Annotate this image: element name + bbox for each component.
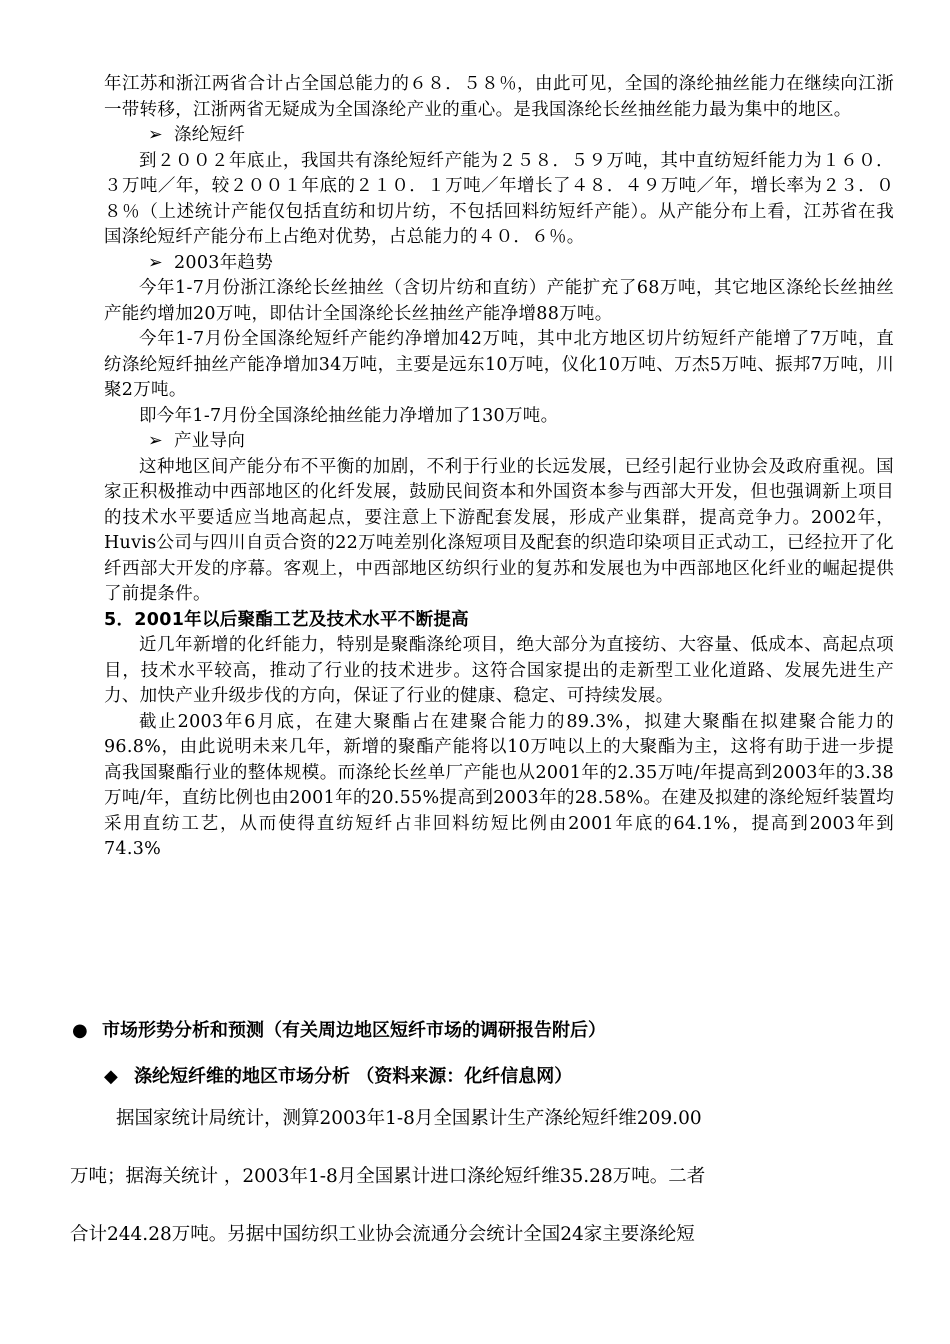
statistics-line: 合计244.28万吨。另据中国纺织工业协会流通分会统计全国24家主要涤纶短	[70, 1224, 695, 1245]
intro-paragraph: 年江苏和浙江两省合计占全国总能力的６８．５８％，由此可见，全国的涤纶抽丝能力在继续向江浙一带转移，江浙两省无疑成为全国涤纶产业的重心。是我国涤纶长丝抽丝能力最为集中的地区。	[104, 74, 894, 120]
diamond-bullet-icon: ◆	[104, 1066, 118, 1087]
upper-text-block	[104, 72, 894, 863]
trend-paragraph-staple: 今年1-7月份全国涤纶短纤产能约净增加42万吨，其中北方地区切片纺短纤产能增了7万吨，直纺涤纶短纤抽丝产能净增加34万吨，主要是远东10万吨，仪化10万吨、万杰5万吨、振邦7万吨，川聚2万吨。	[104, 329, 894, 400]
trend-paragraph-total: 即今年1-7月份全国涤纶抽丝能力净增加了130万吨。	[139, 405, 559, 426]
subsection-polyester-staple	[104, 123, 894, 149]
arrow-bullet-icon: ➢	[148, 431, 163, 451]
subsection-title: 产业导向	[174, 431, 246, 451]
subsection-title: 涤纶短纤	[174, 125, 246, 145]
arrow-bullet-icon: ➢	[148, 125, 163, 145]
section-5-heading: 5．2001年以后聚酯工艺及技术水平不断提高	[104, 609, 469, 630]
arrow-bullet-icon: ➢	[148, 252, 163, 273]
regional-market-subheading	[104, 1062, 572, 1088]
subsection-title: 2003年趋势	[174, 252, 274, 273]
regional-subheading-text: 涤纶短纤维的地区市场分析 （资料来源：化纤信息网）	[134, 1066, 573, 1087]
staple-capacity-paragraph: 到２００２年底止，我国共有涤纶短纤产能为２５８．５９万吨，其中直纺短纤能力为１６０．３万吨／年，较２００１年底的２１０．１万吨／年增长了４８．４９万吨／年，增长率为２３．０８％（上述统计产能仅包括直纺和切片纺，不包括回料纺短纤产能）。从产能分布上看，江苏省在我国涤纶短纤产能分布上占绝对优势，占总能力的４０．６％。	[104, 150, 894, 247]
statistics-line: 据国家统计局统计，测算2003年1-8月全国累计生产涤纶短纤维209.00	[116, 1108, 702, 1129]
statistics-line: 万吨；据海关统计 ，2003年1-8月全国累计进口涤纶短纤维35.28万吨。二者	[70, 1166, 706, 1187]
technology-paragraph: 近几年新增的化纤能力，特别是聚酯涤纶项目，绝大部分为直接纺、大容量、低成本、高起点项目，技术水平较高，推动了行业的技术进步。这符合国家提出的走新型工业化道路、发展先进生产力、加快产业升级步伐的方向，保证了行业的健康、稳定、可持续发展。	[104, 635, 894, 706]
statistics-paragraph	[70, 1106, 890, 1280]
market-heading-text: 市场形势分析和预测（有关周边地区短纤市场的调研报告附后）	[102, 1020, 606, 1041]
guidance-paragraph: 这种地区间产能分布不平衡的加剧，不利于行业的长远发展，已经引起行业协会及政府重视。国家正积极推动中西部地区的化纤发展，鼓励民间资本和外国资本参与西部大开发，但也强调新上项目的技术水平要适应当地高起点，要注意上下游配套发展，形成产业集群，提高竞争力。2002年，Huvis公司与四川自贡合资的22万吨差别化涤短项目及配套的织造印染项目正式动工，已经拉开了化纤西部大开发的序幕。客观上，中西部地区纺织行业的复苏和发展也为中西部地区化纤业的崛起提供了前提条件。	[104, 456, 894, 604]
market-analysis-heading	[72, 1016, 606, 1042]
subsection-2003-trend	[104, 251, 894, 277]
bullet-dot-icon: ●	[72, 1020, 88, 1041]
polyester-scale-paragraph: 截止2003年6月底，在建大聚酯占在建聚合能力的89.3%，拟建大聚酯在拟建聚合能力的96.8%，由此说明未来几年，新增的聚酯产能将以10万吨以上的大聚酯为主，这将有助于进一步提高我国聚酯行业的整体规模。而涤纶长丝单厂产能也从2001年的2.35万吨/年提高到2003年的3.38万吨/年，直纺比例也由2001年的20.55%提高到2003年的28.58%。在建及拟建的涤纶短纤装置均采用直纺工艺，从而使得直纺短纤占非回料纺短比例由2001年底的64.1%，提高到2003年到74.3%	[104, 711, 894, 859]
trend-paragraph-filament: 今年1-7月份浙江涤纶长丝抽丝（含切片纺和直纺）产能扩充了68万吨，其它地区涤纶长丝抽丝产能约增加20万吨，即估计全国涤纶长丝抽丝产能净增88万吨。	[104, 278, 894, 324]
subsection-industry-guidance	[104, 429, 894, 455]
